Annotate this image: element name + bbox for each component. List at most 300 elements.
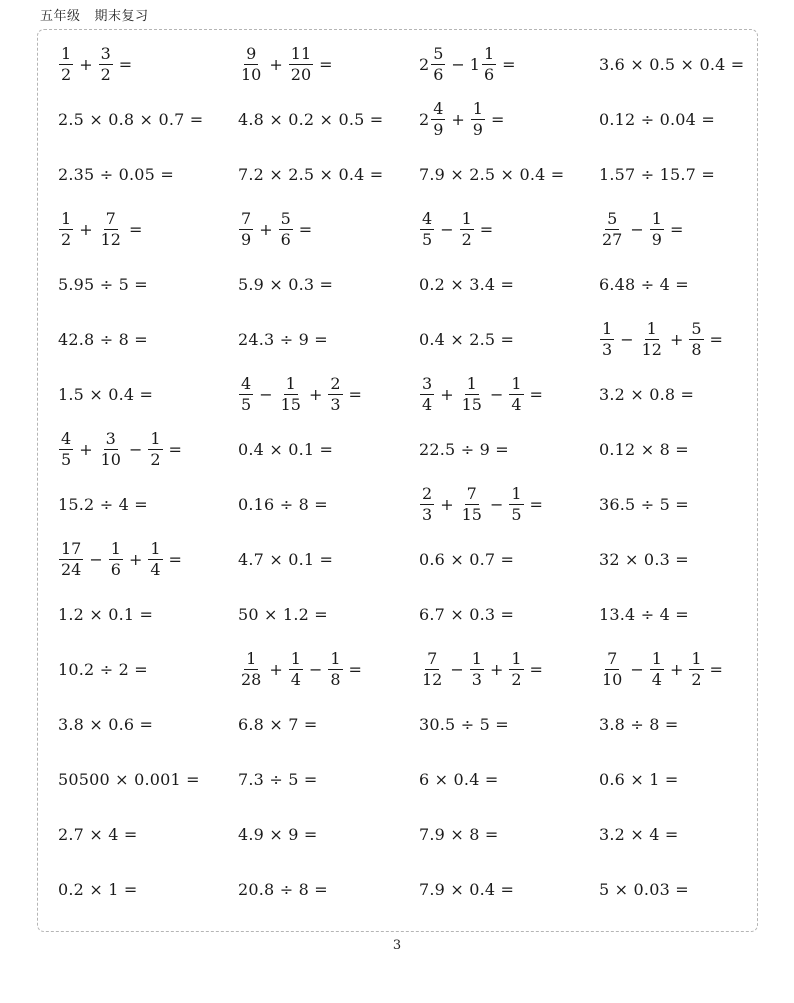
expression-text: 36.5 ÷ 5 = <box>599 494 689 514</box>
problem <box>238 313 328 365</box>
numerator: 2 <box>330 373 341 393</box>
fraction <box>279 208 293 249</box>
fraction <box>59 538 83 579</box>
problem <box>58 698 153 750</box>
expression-text: 0.2 × 3.4 = <box>419 274 515 294</box>
numerator: 1 <box>471 648 482 668</box>
denominator: 10 <box>100 449 121 469</box>
problem-row <box>38 258 757 310</box>
fraction <box>600 318 614 359</box>
fraction <box>689 318 703 359</box>
problem-row <box>38 313 757 365</box>
denominator: 15 <box>461 504 482 524</box>
operator: + <box>440 494 454 514</box>
numerator: 7 <box>427 648 438 668</box>
expression-text: 2.7 × 4 = <box>58 824 138 844</box>
fraction <box>328 373 342 414</box>
problem <box>599 423 689 475</box>
fraction <box>99 428 123 469</box>
operator: = <box>298 219 313 239</box>
denominator: 9 <box>472 119 483 139</box>
problem-row <box>38 38 757 90</box>
expression-text: 3.6 × 0.5 × 0.4 = <box>599 54 745 74</box>
denominator: 2 <box>461 229 472 249</box>
fraction <box>460 373 484 414</box>
numerator: 4 <box>422 208 433 228</box>
numerator: 5 <box>691 318 702 338</box>
problem <box>238 258 333 310</box>
problem <box>599 368 694 420</box>
denominator: 4 <box>511 394 522 414</box>
operator: = <box>128 219 143 239</box>
numerator: 1 <box>651 208 662 228</box>
problem <box>419 808 499 860</box>
problem <box>599 148 715 200</box>
fraction <box>328 648 342 689</box>
numerator: 1 <box>61 208 72 228</box>
fraction <box>239 648 263 689</box>
expression-text: 3.8 × 0.6 = <box>58 714 154 734</box>
problem <box>58 148 174 200</box>
problem <box>58 203 147 255</box>
denominator: 9 <box>241 229 252 249</box>
problem <box>238 643 367 695</box>
operator: − <box>451 54 465 74</box>
denominator: 5 <box>422 229 433 249</box>
mixed-whole: 1 <box>469 54 480 74</box>
operator: = <box>529 659 543 679</box>
problem-row <box>38 863 757 915</box>
numerator: 5 <box>280 208 291 228</box>
denominator: 9 <box>433 119 444 139</box>
problem <box>419 698 509 750</box>
problem <box>419 753 499 805</box>
operator: − <box>489 494 504 514</box>
numerator: 1 <box>511 648 522 668</box>
denominator: 27 <box>602 229 623 249</box>
denominator: 5 <box>241 394 252 414</box>
denominator: 10 <box>602 669 623 689</box>
denominator: 8 <box>330 669 341 689</box>
problem <box>58 93 203 145</box>
operator: + <box>79 219 93 239</box>
fraction <box>431 98 445 139</box>
operator: − <box>450 659 464 679</box>
expression-text: 7.9 × 8 = <box>419 824 499 844</box>
problem <box>238 368 367 420</box>
operator: + <box>669 329 684 349</box>
expression-text: 7.3 ÷ 5 = <box>238 769 318 789</box>
expression-text: 0.6 × 0.7 = <box>419 549 515 569</box>
problem <box>599 643 728 695</box>
numerator: 1 <box>150 428 161 448</box>
operator: = <box>490 109 505 129</box>
denominator: 2 <box>150 449 161 469</box>
numerator: 1 <box>110 538 121 558</box>
operator: = <box>529 494 543 514</box>
numerator: 1 <box>466 373 477 393</box>
numerator: 5 <box>607 208 618 228</box>
fraction <box>109 538 123 579</box>
operator: + <box>259 219 273 239</box>
fraction <box>99 43 113 84</box>
expression-text: 5 × 0.03 = <box>599 879 689 899</box>
expression-text: 3.2 × 4 = <box>599 824 679 844</box>
problem <box>58 753 200 805</box>
fraction <box>509 483 523 524</box>
denominator: 28 <box>241 669 262 689</box>
expression-text: 2.35 ÷ 0.05 = <box>58 164 174 184</box>
problem-row <box>38 423 757 475</box>
expression-text: 1.5 × 0.4 = <box>58 384 154 404</box>
problem <box>419 258 514 310</box>
fraction <box>460 483 484 524</box>
denominator: 6 <box>483 64 495 84</box>
problem-row <box>38 808 757 860</box>
denominator: 3 <box>330 394 341 414</box>
operator: + <box>451 109 465 129</box>
expression-text: 50500 × 0.001 = <box>58 769 200 789</box>
problem <box>599 808 679 860</box>
operator: + <box>669 659 684 679</box>
problem <box>238 863 328 915</box>
problem <box>58 368 153 420</box>
numerator: 5 <box>433 43 444 63</box>
operator: + <box>79 439 93 459</box>
problem-row <box>38 478 757 530</box>
expression-text: 7.9 × 0.4 = <box>419 879 515 899</box>
denominator: 4 <box>150 559 161 579</box>
problem <box>58 38 137 90</box>
mixed-whole: 2 <box>419 109 430 129</box>
problem <box>58 533 187 585</box>
problem-row <box>38 753 757 805</box>
fraction <box>482 43 496 84</box>
expression-text: 1.2 × 0.1 = <box>58 604 154 624</box>
fraction <box>289 648 303 689</box>
fraction <box>59 208 73 249</box>
expression-text: 4.9 × 9 = <box>238 824 318 844</box>
operator: = <box>529 384 543 404</box>
fraction <box>148 538 162 579</box>
problem <box>58 258 148 310</box>
expression-text: 0.2 × 1 = <box>58 879 138 899</box>
operator: + <box>269 659 283 679</box>
denominator: 2 <box>61 64 72 84</box>
fraction <box>59 428 73 469</box>
problem <box>419 93 509 145</box>
grade-label: 五年级 <box>40 9 81 24</box>
operator: = <box>118 54 133 74</box>
expression-text: 7.9 × 2.5 × 0.4 = <box>419 164 565 184</box>
numerator: 1 <box>646 318 657 338</box>
denominator: 20 <box>290 64 312 84</box>
problem <box>419 313 514 365</box>
problem <box>599 203 688 255</box>
denominator: 24 <box>61 559 82 579</box>
problem <box>419 38 521 90</box>
operator: = <box>479 219 494 239</box>
denominator: 6 <box>433 64 444 84</box>
expression-text: 22.5 ÷ 9 = <box>419 439 509 459</box>
problem-row <box>38 148 757 200</box>
fraction <box>239 43 263 84</box>
numerator: 1 <box>150 538 161 558</box>
problem <box>58 643 148 695</box>
denominator: 2 <box>61 229 72 249</box>
expression-text: 20.8 ÷ 8 = <box>238 879 328 899</box>
denominator: 2 <box>691 669 702 689</box>
problem-row <box>38 93 757 145</box>
problem <box>58 588 153 640</box>
expression-text: 3.8 ÷ 8 = <box>599 714 679 734</box>
expression-text: 7.2 × 2.5 × 0.4 = <box>238 164 384 184</box>
page-number: 3 <box>392 938 402 953</box>
denominator: 2 <box>100 64 111 84</box>
expression-text: 3.2 × 0.8 = <box>599 384 695 404</box>
expression-text: 0.6 × 1 = <box>599 769 679 789</box>
expression-text: 0.4 × 2.5 = <box>419 329 515 349</box>
operator: = <box>709 659 723 679</box>
problem <box>238 93 383 145</box>
operator: − <box>308 659 323 679</box>
problem <box>599 753 679 805</box>
review-title: 期末复习 <box>94 9 149 24</box>
fraction <box>509 648 523 689</box>
operator: − <box>259 384 273 404</box>
numerator: 4 <box>61 428 72 448</box>
fraction <box>650 648 664 689</box>
problem-row <box>38 533 757 585</box>
numerator: 1 <box>290 648 301 668</box>
problem <box>238 533 333 585</box>
operator: + <box>79 54 93 74</box>
denominator: 9 <box>651 229 662 249</box>
denominator: 12 <box>100 229 121 249</box>
fraction <box>279 373 303 414</box>
fraction <box>59 43 73 84</box>
expression-text: 30.5 ÷ 5 = <box>419 714 509 734</box>
operator: = <box>709 329 723 349</box>
problem <box>599 478 689 530</box>
numerator: 1 <box>246 648 257 668</box>
operator: − <box>630 659 644 679</box>
numerator: 3 <box>422 373 433 393</box>
expression-text: 0.16 ÷ 8 = <box>238 494 328 514</box>
expression-text: 5.95 ÷ 5 = <box>58 274 148 294</box>
denominator: 6 <box>280 229 291 249</box>
expression-text: 0.12 × 8 = <box>599 439 689 459</box>
numerator: 3 <box>100 43 111 63</box>
problem <box>238 698 318 750</box>
expression-text: 1.57 ÷ 15.7 = <box>599 164 715 184</box>
expression-text: 50 × 1.2 = <box>238 604 328 624</box>
problem-row <box>38 698 757 750</box>
expression-text: 6.7 × 0.3 = <box>419 604 515 624</box>
numerator: 1 <box>472 98 483 118</box>
problem <box>238 753 318 805</box>
expression-text: 15.2 ÷ 4 = <box>58 494 148 514</box>
denominator: 10 <box>241 64 262 84</box>
numerator: 7 <box>105 208 116 228</box>
numerator: 1 <box>511 373 522 393</box>
denominator: 5 <box>511 504 522 524</box>
fraction <box>650 208 664 249</box>
operator: + <box>489 659 504 679</box>
fraction <box>148 428 162 469</box>
expression-text: 0.12 ÷ 0.04 = <box>599 109 715 129</box>
numerator: 2 <box>422 483 433 503</box>
operator: = <box>348 659 362 679</box>
mixed-whole: 2 <box>419 54 430 74</box>
problem <box>58 478 148 530</box>
expression-text: 4.8 × 0.2 × 0.5 = <box>238 109 384 129</box>
problem <box>238 423 333 475</box>
expression-text: 5.9 × 0.3 = <box>238 274 334 294</box>
fraction <box>460 208 474 249</box>
operator: + <box>269 54 283 74</box>
expression-text: 24.3 ÷ 9 = <box>238 329 328 349</box>
denominator: 12 <box>422 669 443 689</box>
problem <box>419 148 564 200</box>
operator: − <box>89 549 103 569</box>
fraction <box>600 208 624 249</box>
fraction <box>239 373 253 414</box>
denominator: 4 <box>422 394 433 414</box>
problem-row <box>38 203 757 255</box>
problem <box>419 643 548 695</box>
fraction <box>470 648 484 689</box>
numerator: 1 <box>330 648 341 668</box>
problem <box>58 313 148 365</box>
problem <box>238 203 317 255</box>
problem <box>238 38 338 90</box>
numerator: 9 <box>246 43 257 63</box>
problem-row <box>38 588 757 640</box>
expression-text: 10.2 ÷ 2 = <box>58 659 148 679</box>
expression-text: 6 × 0.4 = <box>419 769 499 789</box>
operator: − <box>440 219 454 239</box>
expression-text: 4.7 × 0.1 = <box>238 549 334 569</box>
operator: − <box>489 384 504 404</box>
problem <box>238 148 383 200</box>
fraction <box>689 648 703 689</box>
denominator: 3 <box>471 669 482 689</box>
fraction <box>471 98 485 139</box>
problem <box>238 588 328 640</box>
operator: = <box>319 54 333 74</box>
expression-text: 42.8 ÷ 8 = <box>58 329 148 349</box>
problem <box>599 698 679 750</box>
fraction <box>289 43 313 84</box>
problem <box>599 93 715 145</box>
numerator: 11 <box>290 43 312 63</box>
numerator: 7 <box>607 648 618 668</box>
problem-grid <box>37 29 758 932</box>
fraction <box>99 208 123 249</box>
numerator: 1 <box>651 648 662 668</box>
expression-text: 6.48 ÷ 4 = <box>599 274 689 294</box>
operator: = <box>168 439 182 459</box>
problem <box>58 423 187 475</box>
numerator: 3 <box>105 428 116 448</box>
expression-text: 32 × 0.3 = <box>599 549 689 569</box>
fraction <box>239 208 253 249</box>
fraction <box>640 318 664 359</box>
fraction <box>509 373 523 414</box>
operator: + <box>128 549 143 569</box>
numerator: 7 <box>466 483 477 503</box>
operator: = <box>502 54 516 74</box>
operator: = <box>669 219 684 239</box>
fraction <box>420 483 434 524</box>
problem <box>238 808 318 860</box>
denominator: 12 <box>641 339 662 359</box>
problem <box>58 808 138 860</box>
numerator: 1 <box>461 208 472 228</box>
expression-text: 13.4 ÷ 4 = <box>599 604 689 624</box>
operator: − <box>630 219 644 239</box>
page-header <box>40 5 149 24</box>
problem <box>599 258 689 310</box>
problem <box>599 313 728 365</box>
fraction <box>420 208 434 249</box>
denominator: 15 <box>461 394 482 414</box>
denominator: 3 <box>602 339 613 359</box>
operator: = <box>348 384 362 404</box>
denominator: 4 <box>651 669 662 689</box>
numerator: 1 <box>61 43 72 63</box>
problem <box>599 588 689 640</box>
problem <box>419 478 548 530</box>
problem <box>599 533 689 585</box>
problem <box>238 478 328 530</box>
operator: + <box>308 384 323 404</box>
denominator: 15 <box>280 394 301 414</box>
denominator: 5 <box>61 449 72 469</box>
denominator: 3 <box>422 504 433 524</box>
numerator: 1 <box>511 483 522 503</box>
operator: − <box>620 329 634 349</box>
expression-text: 6.8 × 7 = <box>238 714 318 734</box>
numerator: 1 <box>285 373 296 393</box>
fraction <box>431 43 445 84</box>
denominator: 6 <box>110 559 121 579</box>
operator: − <box>128 439 143 459</box>
numerator: 7 <box>241 208 252 228</box>
problem <box>58 863 138 915</box>
expression-text: 2.5 × 0.8 × 0.7 = <box>58 109 204 129</box>
problem <box>419 423 509 475</box>
numerator: 1 <box>691 648 702 668</box>
numerator: 4 <box>241 373 252 393</box>
denominator: 2 <box>511 669 522 689</box>
denominator: 8 <box>691 339 702 359</box>
numerator: 1 <box>602 318 613 338</box>
problem-row <box>38 643 757 695</box>
numerator: 17 <box>61 538 82 558</box>
operator: + <box>440 384 454 404</box>
expression-text: 0.4 × 0.1 = <box>238 439 334 459</box>
fraction <box>600 648 624 689</box>
problem <box>599 863 689 915</box>
problem <box>599 38 744 90</box>
problem <box>419 368 548 420</box>
operator: = <box>168 549 182 569</box>
denominator: 4 <box>290 669 301 689</box>
numerator: 1 <box>483 43 495 63</box>
problem <box>419 588 514 640</box>
